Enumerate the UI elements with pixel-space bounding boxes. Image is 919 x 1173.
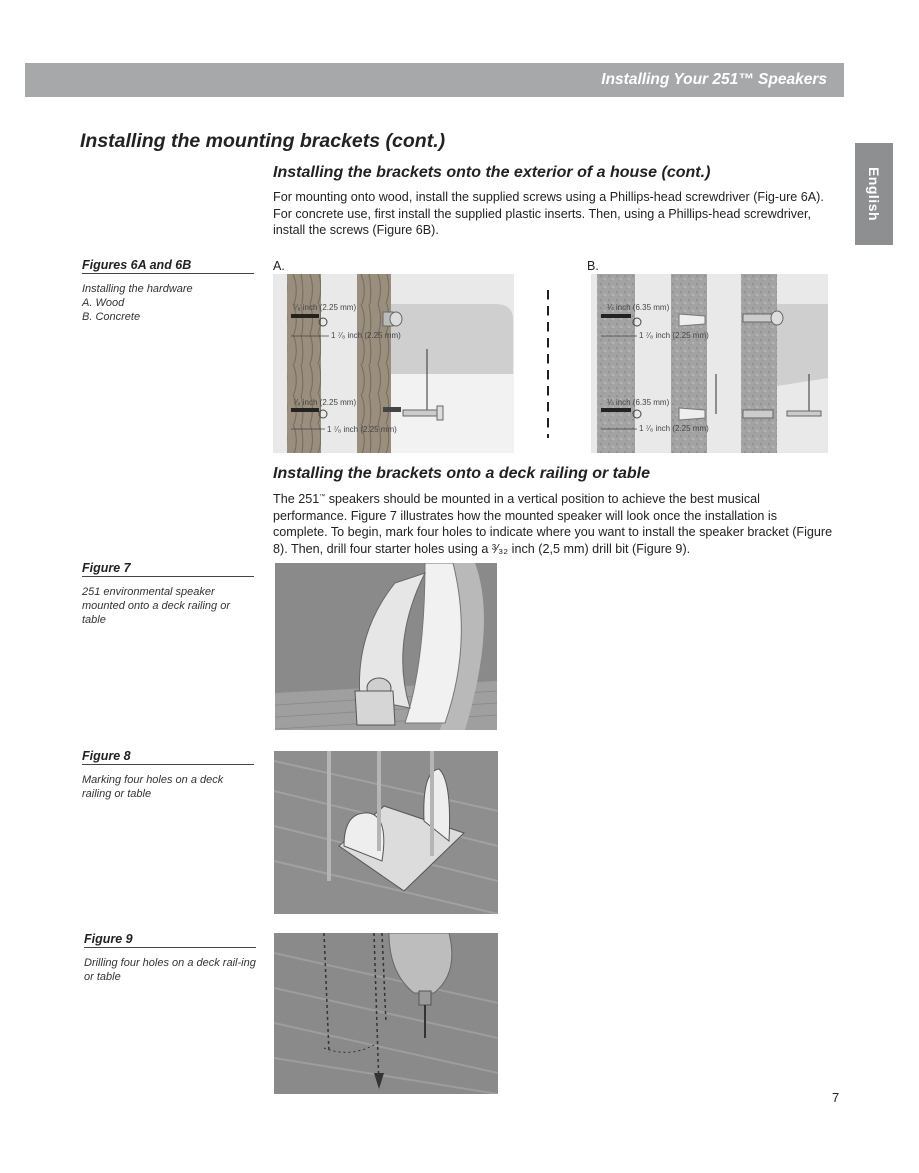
fig9-caption: Drilling four holes on a deck rail-ing or table <box>84 957 256 983</box>
language-tab-label: English <box>866 166 882 222</box>
fig6b-bottom-length: 1 ⁷⁄₈ inch (2.25 mm) <box>639 424 709 433</box>
fig9-title: Figure 9 <box>84 932 256 948</box>
fig8-title: Figure 8 <box>82 749 254 765</box>
fig6-title: Figures 6A and 6B <box>82 258 254 274</box>
section1-body: For mounting onto wood, install the supplied screws using a Phillips-head screwdriver (Fig-ure 6A). For concrete use, first install the supplied plastic inserts. Then, using a Phillips-head screwdriver, install the screws (Figure 6B). <box>273 190 824 237</box>
page-header-bar <box>25 63 844 97</box>
fig6a-bottom-depth: ⁷⁄₈ inch (2.25 mm) <box>293 398 357 407</box>
language-tab <box>855 143 893 245</box>
figure-7-mounted-speaker <box>275 563 497 730</box>
fig8-sidebar <box>82 749 254 801</box>
fig6b-bottom-depth: ¼ inch (6.35 mm) <box>607 398 670 407</box>
fig6b-top-depth: ¼ inch (6.35 mm) <box>607 303 670 312</box>
fig6a-bottom-length: 1 ⁷⁄₈ inch (2.25 mm) <box>327 425 397 434</box>
figure-6b-concrete <box>591 274 828 453</box>
page-number: 7 <box>832 1090 840 1105</box>
figure-9-drilling-holes <box>274 933 498 1094</box>
section1-heading: Installing the brackets onto the exterior of a house (cont.) <box>273 164 711 181</box>
main-heading: Installing the mounting brackets (cont.) <box>80 130 446 152</box>
fig7-title: Figure 7 <box>82 561 254 577</box>
fig6a-label: A. <box>273 259 285 273</box>
figure-divider <box>547 290 549 438</box>
plastic-insert-icon <box>679 408 705 420</box>
fig6a-top-depth: ⁷⁄₈ inch (2.25 mm) <box>293 303 357 312</box>
fig6-caption-line: B. Concrete <box>82 311 141 323</box>
screw-icon <box>383 312 402 326</box>
fig6-sidebar <box>82 258 254 324</box>
fig6-caption-line: Installing the hardware <box>82 283 193 295</box>
section2-body: The 251™ speakers should be mounted in a vertical position to achieve the best musical performance. Figure 7 illustrates how the mounted speaker will look once the installation is complete. To begin, mark four holes to indicate where you want to install the speaker bracket (Figure 8). Then, drill four starter holes using a ³⁄₃₂ inch (2,5 mm) drill bit (Figure 9). <box>273 492 833 556</box>
header-title: Installing Your 251™ Speakers <box>601 71 827 88</box>
fig9-sidebar <box>84 932 256 984</box>
fig6b-top-length: 1 ⁷⁄₈ inch (2.25 mm) <box>639 331 709 340</box>
fig6b-label: B. <box>587 259 599 273</box>
fig8-caption: Marking four holes on a deck railing or table <box>82 774 224 800</box>
fig7-caption: 251 environmental speaker mounted onto a deck railing or table <box>82 586 230 626</box>
figure-6a-wood <box>273 274 514 453</box>
fig6-caption <box>82 282 254 324</box>
figure-8-marking-holes <box>274 751 498 914</box>
fig7-sidebar <box>82 561 254 627</box>
fig6-caption-line: A. Wood <box>82 297 125 309</box>
section2-heading: Installing the brackets onto a deck railing or table <box>273 465 650 482</box>
plastic-insert-icon <box>679 314 705 326</box>
fig6a-top-length: 1 ⁷⁄₈ inch (2.25 mm) <box>331 331 401 340</box>
